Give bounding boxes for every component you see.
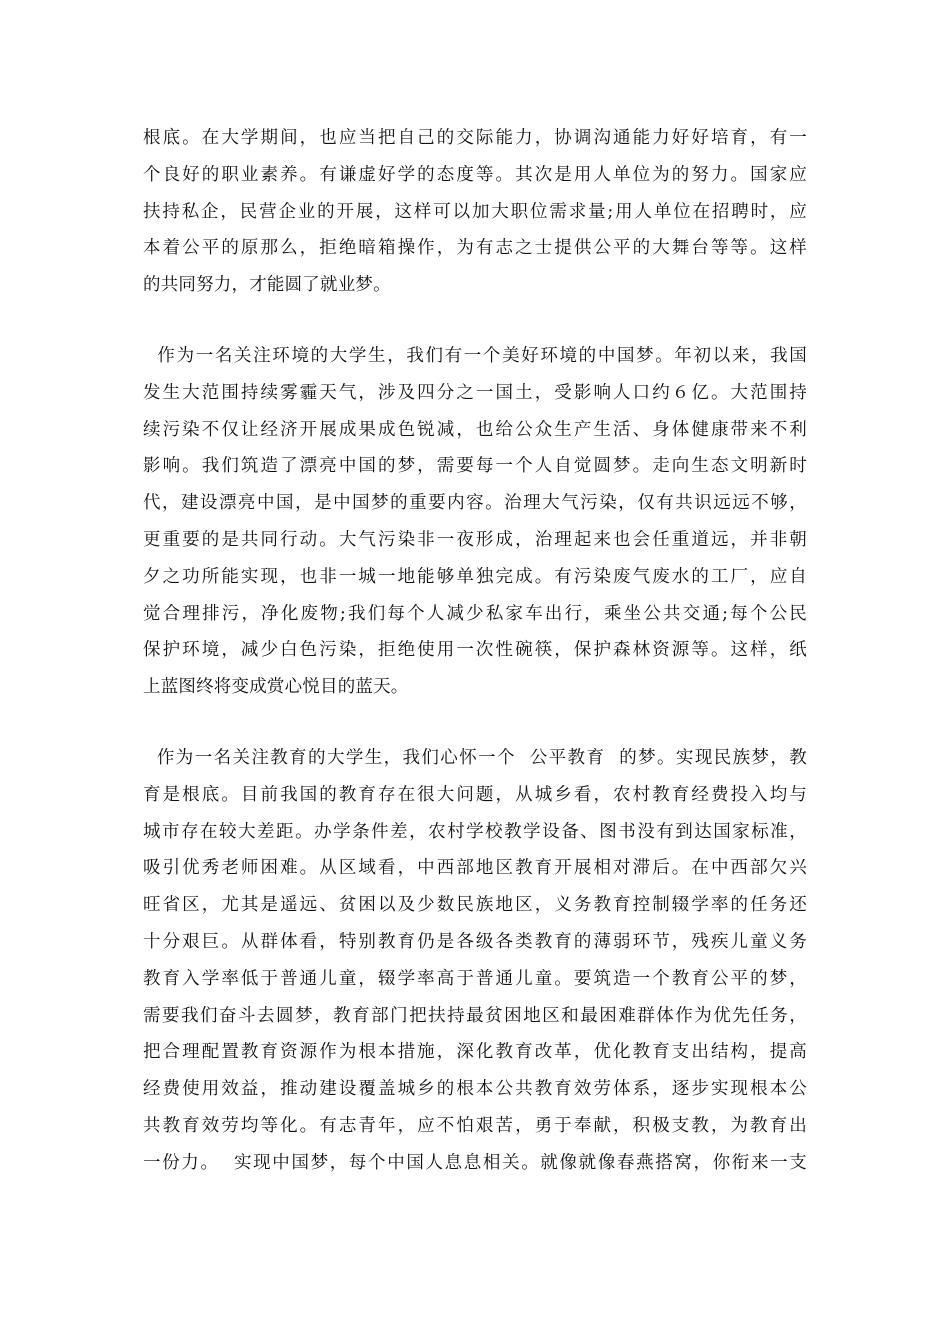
text-line: 影响。我们筑造了漂亮中国的梦，需要每一个人自觉圆梦。走向生态文明新时 bbox=[143, 456, 807, 477]
text-line: 发生大范围持续雾霾天气，涉及四分之一国土，受影响人口约６亿。大范围持 bbox=[143, 382, 807, 403]
text-line: 经费使用效益，推动建设覆盖城乡的根本公共教育效劳体系，逐步实现根本公 bbox=[143, 1079, 807, 1100]
paragraph-environment bbox=[143, 338, 807, 706]
text-line: 根底。在大学期间，也应当把自己的交际能力，协调沟通能力好好培育，有一 bbox=[143, 128, 807, 148]
text-line: 一份力。 实现中国梦，每个中国人息息相关。就像就像春燕搭窝，你衔来一支 bbox=[143, 1152, 807, 1173]
text-line: 个良好的职业素养。有谦虚好学的态度等。其次是用人单位为的努力。国家应 bbox=[143, 164, 807, 185]
text-line: 扶持私企，民营企业的开展，这样可以加大职位需求量;用人单位在招聘时，应 bbox=[143, 201, 807, 222]
text-line: 吸引优秀老师困难。从区域看，中西部地区教育开展相对滞后。在中西部欠兴 bbox=[143, 858, 807, 879]
text-line: 续污染不仅让经济开展成果成色锐减，也给公众生产生活、身体健康带来不利 bbox=[143, 419, 807, 440]
text-line: 教育入学率低于普通儿童，辍学率高于普通儿童。要筑造一个教育公平的梦， bbox=[143, 968, 807, 989]
text-line: 本着公平的原那么，拒绝暗箱操作，为有志之士提供公平的大舞台等等。这样 bbox=[143, 238, 807, 259]
text-line: 把合理配置教育资源作为根本措施，深化教育改革，优化教育支出结构，提高 bbox=[143, 1042, 807, 1063]
text-line: 作为一名关注环境的大学生，我们有一个美好环境的中国梦。年初以来，我国 bbox=[143, 346, 807, 366]
text-line: 夕之功所能实现，也非一城一地能够单独完成。有污染废气废水的工厂，应自 bbox=[143, 566, 807, 587]
text-line: 保护环境，减少白色污染，拒绝使用一次性碗筷，保护森林资源等。这样，纸 bbox=[143, 640, 807, 661]
text-line: 觉合理排污，净化废物;我们每个人减少私家车出行，乘坐公共交通;每个公民 bbox=[143, 603, 807, 624]
text-line: 更重要的是共同行动。大气污染非一夜形成，治理起来也会任重道远，并非朝 bbox=[143, 529, 807, 550]
text-line: 代，建设漂亮中国，是中国梦的重要内容。治理大气污染，仅有共识远远不够， bbox=[143, 493, 807, 514]
text-line: 上蓝图终将变成赏心悦目的蓝天。 bbox=[143, 677, 409, 698]
text-line: 共教育效劳均等化。有志青年，应不怕艰苦，勇于奉献，积极支教，为教育出 bbox=[143, 1115, 807, 1136]
text-line: 旺省区，尤其是遥远、贫困以及少数民族地区，义务教育控制辍学率的任务还 bbox=[143, 895, 807, 916]
text-line: 作为一名关注教育的大学生，我们心怀一个 公平教育 的梦。实现民族梦，教 bbox=[143, 748, 807, 768]
text-line: 育是根底。目前我国的教育存在很大问题，从城乡看，农村教育经费投入均与 bbox=[143, 784, 807, 805]
paragraph-education bbox=[143, 740, 807, 1182]
text-line: 十分艰巨。从群体看，特别教育仍是各级各类教育的薄弱环节，残疾儿童义务 bbox=[143, 931, 807, 952]
paragraph-employment bbox=[143, 120, 807, 304]
text-line: 城市存在较大差距。办学条件差，农村学校教学设备、图书没有到达国家标准， bbox=[143, 821, 807, 842]
text-line: 的共同努力，才能圆了就业梦。 bbox=[143, 275, 391, 296]
text-line: 需要我们奋斗去圆梦，教育部门把扶持最贫困地区和最困难群体作为优先任务， bbox=[143, 1005, 807, 1026]
